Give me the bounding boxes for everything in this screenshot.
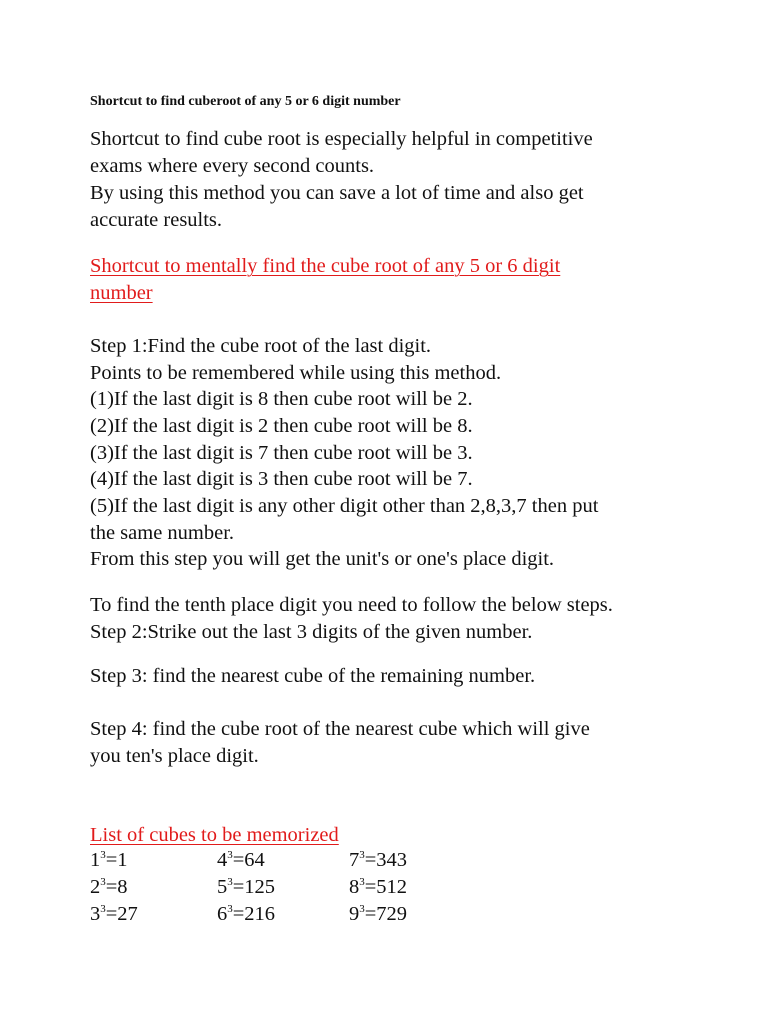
step1-line: (4)If the last digit is 3 then cube root will be 7. [90,468,473,490]
tenth-line: Step 2:Strike out the last 3 digits of the given number. [90,621,533,643]
cube-entry: $9^3=729$ [349,903,408,925]
cube-entry: $1^3=1$ [90,849,128,871]
step1-line: (3)If the last digit is 7 then cube root will be 3. [90,442,473,464]
tenth-line: To find the tenth place digit you need to follow the below steps. [90,594,613,616]
cube-entry: $2^3=8$ [90,876,128,898]
intro-line: exams where every second counts. [90,155,375,177]
step1-line: From this step you will get the unit's or one's place digit. [90,548,555,570]
intro-line: By using this method you can save a lot of time and also get [90,182,584,204]
cube-entry: $5^3=125$ [217,876,276,898]
step1-line: Step 1:Find the cube root of the last digit. [90,335,432,357]
cube-entry: $7^3=343$ [349,849,408,871]
document-title: Shortcut to find cuberoot of any 5 or 6 digit number [90,94,401,109]
step4-line: Step 4: find the cube root of the nearest cube which will give [90,718,590,740]
red-heading-line: Shortcut to mentally find the cube root of any 5 or 6 digit [90,255,561,277]
cube-entry: $4^3=64$ [217,849,265,871]
step3-line: Step 3: find the nearest cube of the remaining number. [90,665,536,687]
step1-line: (2)If the last digit is 2 then cube root will be 8. [90,415,473,437]
step1-line: the same number. [90,522,235,544]
intro-line: accurate results. [90,209,223,231]
red-heading-line: number [90,282,153,304]
step1-line: Points to be remembered while using this method. [90,362,502,384]
step1-line: (1)If the last digit is 8 then cube root will be 2. [90,388,473,410]
cube-entry: $3^3=27$ [90,903,138,925]
intro-line: Shortcut to find cube root is especially helpful in competitive [90,128,593,150]
step4-line: you ten's place digit. [90,745,259,767]
cubes-heading: List of cubes to be memorized [90,824,339,846]
cube-entry: $6^3=216$ [217,903,276,925]
step1-line: (5)If the last digit is any other digit other than 2,8,3,7 then put [90,495,599,517]
cube-entry: $8^3=512$ [349,876,408,898]
